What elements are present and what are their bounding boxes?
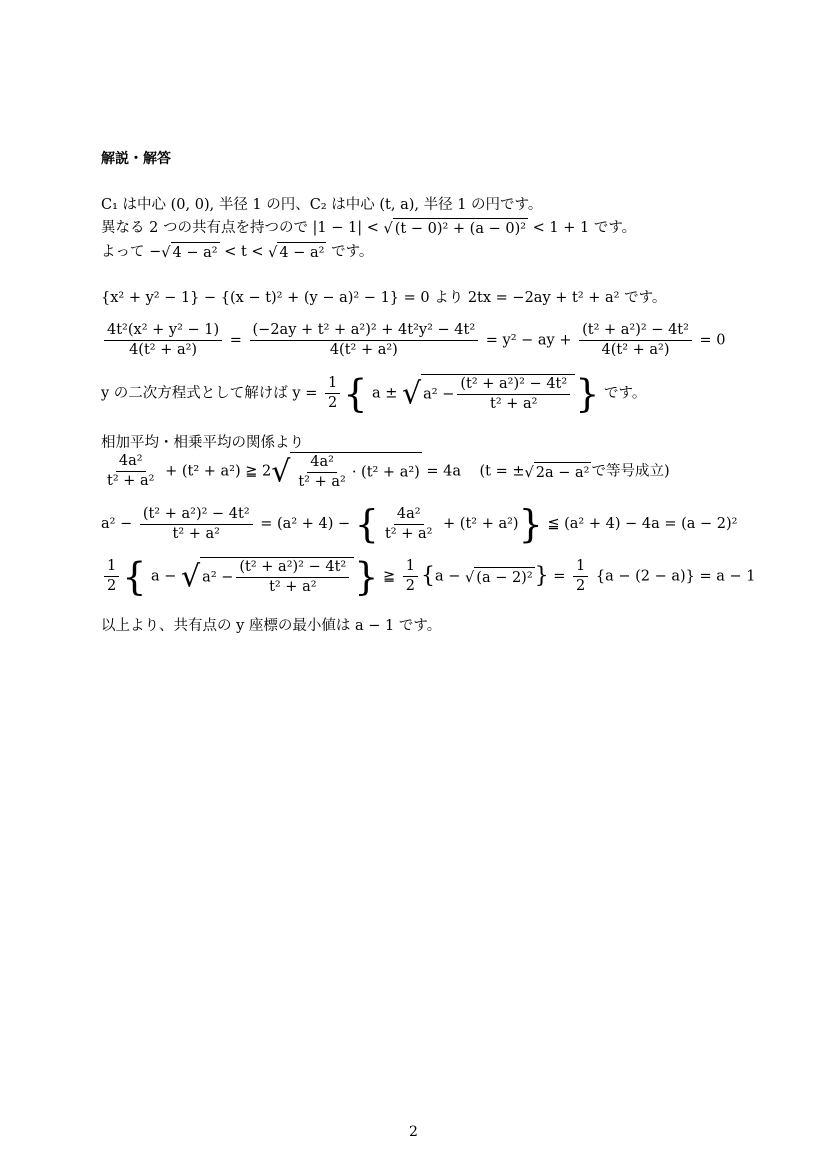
amgm-sqrt-fraction	[295, 454, 348, 491]
equals-sign: =	[229, 332, 242, 349]
amgm-label: 相加平均・相乗平均の関係より	[101, 435, 304, 451]
min-sqrt-2: √ (a − 2)²	[465, 567, 535, 587]
sqrt-right: √ 4 − a²	[268, 242, 326, 262]
min-brace-open-2: {	[421, 563, 436, 589]
sqrt-distance: √ (t − 0)² + (a − 0)²	[384, 218, 529, 238]
fraction-1-numerator: 4t²(x² + y² − 1)	[104, 322, 222, 341]
bound-a2: a² −	[101, 516, 133, 532]
amgm-sqrt-numerator: 4a²	[307, 454, 337, 473]
expansion-end: = 0	[699, 332, 726, 349]
para1-line1: C₁ は中心 (0, 0), 半径 1 の円、C₂ は中心 (t, a), 半径 1 の円です。	[101, 197, 543, 213]
amgm-condition-end: で等号成立)	[591, 463, 670, 480]
amgm-condition-start: (t = ±	[479, 463, 525, 480]
min-geq: ≧	[383, 568, 396, 585]
min-half-numerator-2: 1	[403, 558, 418, 577]
min-half-denominator-2: 2	[405, 578, 416, 594]
sqrt-discriminant: √ a² − $\frac{\text{(t² + a²)² − 4t²}}{\text{t² + a²}}$	[402, 374, 575, 413]
bound-denominator: t² + a²	[172, 525, 220, 542]
min-tail: {a − (2 − a)} = a − 1	[595, 568, 756, 585]
right-brace: }	[575, 371, 600, 416]
para1-line2	[101, 218, 636, 238]
amgm-middle: + (t² + a²) ≧ 2	[165, 463, 272, 480]
fraction-3-denominator: 4(t² + a²)	[601, 342, 670, 358]
half-fraction	[325, 375, 340, 412]
min-half-fraction-3	[573, 558, 588, 595]
sqrt-left-radicand: 4 − a²	[171, 242, 220, 262]
bound-middle: = (a² + 4) −	[260, 516, 351, 532]
min-radicand-numerator: (t² + a²)² − 4t²	[236, 559, 349, 578]
min-half-fraction	[104, 558, 119, 595]
bound-fraction	[140, 506, 253, 543]
a-plus-minus: a ±	[372, 385, 398, 402]
min-half-denominator: 2	[107, 578, 117, 594]
amgm-condition-sqrt: √ 2a − a²	[525, 462, 592, 482]
amgm-sqrt-denominator: t² + a²	[298, 474, 346, 490]
sqrt-right-radicand: 4 − a²	[277, 242, 326, 262]
min-half-denominator-3: 2	[576, 578, 586, 594]
section-heading: 解説・解答	[101, 151, 171, 167]
min-brace-close-2: }	[534, 563, 549, 589]
equation-amgm	[101, 452, 670, 491]
amgm-fraction	[104, 453, 157, 490]
fraction-1-denominator: 4(t² + a²)	[129, 342, 198, 358]
amgm-result: = 4a	[426, 463, 462, 480]
bound-left-brace: {	[354, 502, 379, 546]
min-sqrt-2-radicand: (a − 2)²	[474, 567, 534, 587]
min-equals: =	[553, 568, 566, 585]
amgm-sqrt-radicand	[290, 452, 421, 491]
bound-right-brace: }	[518, 502, 543, 546]
radicand-denominator: t² + a²	[490, 396, 538, 412]
fraction-3-numerator: (t² + a²)² − 4t²	[579, 322, 692, 341]
min-radicand-fraction	[236, 559, 349, 596]
min-radicand-a2: a² −	[202, 569, 234, 586]
min-sqrt: √ a² − $\frac{\text{(t² + a²)² − 4t²}}{\text{t² + a²}}$	[181, 557, 354, 596]
equation-bound	[101, 502, 738, 546]
sqrt-distance-radicand: (t − 0)² + (a − 0)²	[393, 218, 528, 238]
half-numerator: 1	[325, 375, 340, 394]
quadratic-prefix: y の二次方程式として解けば y =	[101, 385, 318, 402]
conclusion: 以上より、共有点の y 座標の最小値は a − 1 です。	[101, 618, 442, 634]
min-left-brace: {	[122, 554, 147, 599]
para1-line3-ineq: < t <	[224, 244, 264, 260]
amgm-denominator: t² + a²	[107, 473, 155, 489]
bound-result: ≦ (a² + 4) − 4a = (a − 2)²	[547, 516, 738, 532]
para1-line3-start: よって −	[101, 244, 162, 260]
radicand-fraction	[457, 376, 570, 413]
radicand-a2: a² −	[423, 386, 455, 403]
para1-line3	[101, 242, 373, 262]
equation-minimum	[101, 554, 756, 599]
amgm-condition-radicand: 2a − a²	[534, 462, 592, 482]
bound-numerator: (t² + a²)² − 4t²	[140, 506, 253, 525]
bound-inner-tail: + (t² + a²)	[443, 516, 519, 532]
equation-expansion	[101, 322, 726, 359]
para1-line2-tail: < 1 + 1 です。	[532, 220, 637, 236]
left-brace: {	[343, 371, 368, 416]
bound-inner-numerator: 4a²	[394, 506, 424, 525]
min-right-brace: }	[354, 554, 379, 599]
para1-line2-text: 異なる 2 つの共有点を持つので |1 − 1| <	[101, 220, 379, 236]
bound-inner-denominator: t² + a²	[384, 525, 433, 542]
expansion-middle: = y² − ay +	[485, 332, 572, 349]
fraction-2-denominator: 4(t² + a²)	[329, 342, 398, 358]
radicand-numerator: (t² + a²)² − 4t²	[457, 376, 570, 395]
min-sqrt-radicand	[200, 557, 354, 596]
fraction-2-numerator: (−2ay + t² + a²)² + 4t²y² − 4t²	[250, 322, 479, 341]
fraction-1	[104, 322, 222, 359]
min-radicand-denominator: t² + a²	[269, 579, 317, 595]
para1-line3-tail: です。	[331, 244, 374, 260]
amgm-sqrt-tail: · (t² + a²)	[351, 464, 420, 481]
min-half-numerator: 1	[104, 558, 119, 577]
amgm-numerator: 4a²	[116, 453, 146, 472]
min-half-numerator-3: 1	[573, 558, 588, 577]
fraction-2	[250, 322, 479, 359]
equation-subtraction: {x² + y² − 1} − {(x − t)² + (y − a)² − 1} = 0 より 2tx = −2ay + t² + a² です。	[101, 290, 667, 306]
equation-quadratic-solution	[101, 371, 647, 416]
half-denominator: 2	[327, 395, 338, 411]
quadratic-suffix: です。	[603, 385, 647, 402]
page-number: 2	[409, 1124, 418, 1140]
min-half-fraction-2	[403, 558, 418, 595]
sqrt-discriminant-radicand	[421, 374, 575, 413]
min-a-minus: a −	[151, 568, 177, 585]
fraction-3	[579, 322, 692, 359]
min-a-minus-2: a −	[435, 568, 461, 585]
amgm-sqrt: √ $\frac{\text{4a²}}{\text{t² + a²}}$ · (t² + a²)	[271, 454, 420, 490]
sqrt-left: √ 4 − a²	[161, 242, 219, 262]
bound-inner-fraction	[382, 506, 435, 543]
